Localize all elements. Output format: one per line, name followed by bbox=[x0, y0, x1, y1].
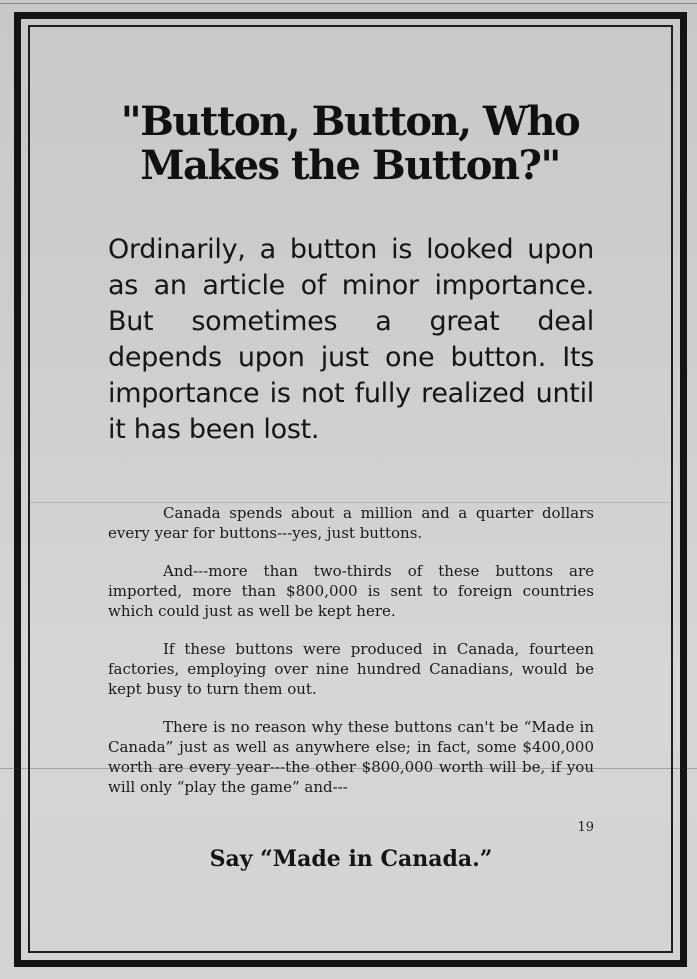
body-paragraph-1: Canada spends about a million and a quarter dollars every year for buttons---yes, just buttons. bbox=[108, 504, 594, 542]
body-paragraph-2: And---more than two-thirds of these buttons are imported, more than $800,000 is sent to foreign countries which could just as well be kept here. bbox=[108, 562, 594, 620]
headline: "Button, Button, Who Makes the Button?" bbox=[120, 98, 580, 189]
body-paragraph-3: If these buttons were produced in Canada, fourteen factories, employing over nine hundred Canadians, would be kept busy to turn them out. bbox=[108, 640, 594, 698]
scan-line-lower bbox=[0, 768, 697, 769]
slogan: Say “Made in Canada.” bbox=[209, 846, 493, 872]
intro-paragraph: Ordinarily, a button is looked upon as an article of minor importance. But sometimes a great deal depends upon just one button. Its importance is not fully realized until it has been lost. bbox=[108, 234, 594, 445]
ad-number: 19 bbox=[577, 820, 594, 835]
scan-line-middle bbox=[30, 502, 670, 503]
scan-line-top bbox=[0, 3, 697, 4]
body-paragraph-4: There is no reason why these buttons can't be “Made in Canada” just as well as anywhere else; in fact, some $400,000 worth are every year---the other $800,000 worth will be, if you will only “play the game” and--- bbox=[108, 718, 594, 796]
